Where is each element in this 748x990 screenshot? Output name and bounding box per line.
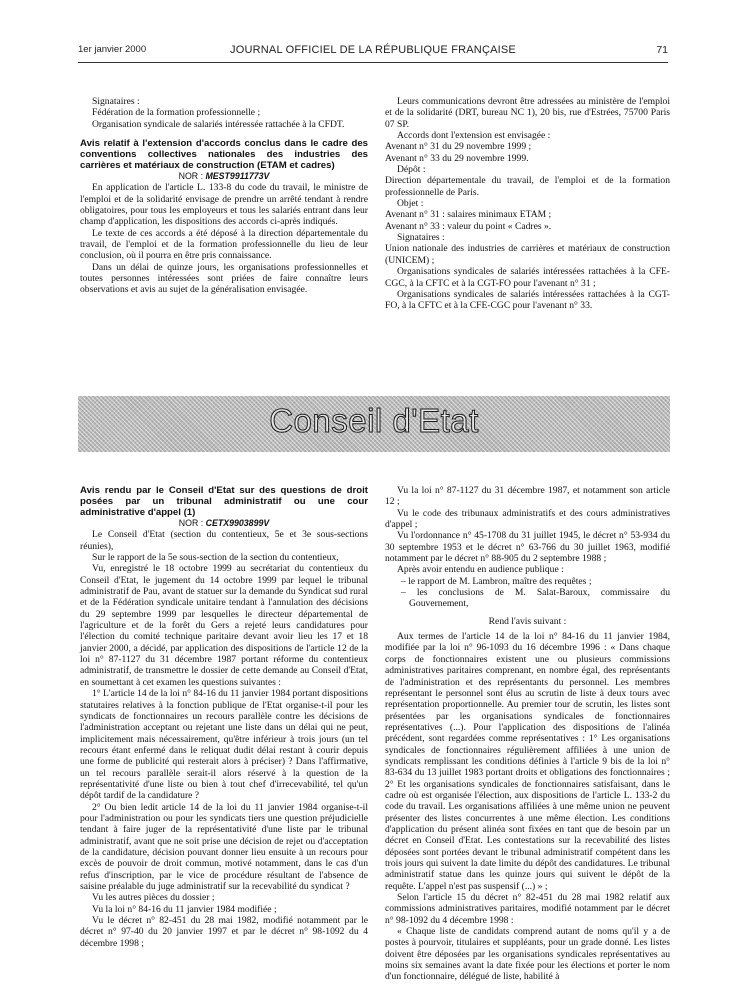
nor-reference [80, 518, 368, 529]
depot-label: Dépôt : [397, 164, 426, 176]
paragraph: Vu la loi n° 84-16 du 11 janvier 1984 modifiée ; [92, 903, 277, 915]
section-banner [78, 396, 670, 452]
nor-reference [80, 171, 368, 182]
signataire-item: Union nationale des industries de carrières et matériaux de construction (UNICEM) ; [385, 243, 670, 266]
paragraph: En application de l'article L. 133-8 du code du travail, le ministre de l'emploi et de la solidarité envisage de prendre un arrêté tendant à rendre obligatoires, pour tous les employeurs et tous les salariés entrant dans leur champ d'application, les dispositions des accords ci-après indiqués. [80, 182, 368, 228]
paragraph: Aux termes de l'article 14 de la loi n° 84-16 du 11 janvier 1984, modifiée par la loi n° 96-1093 du 16 décembre 1996 : « Dans chaque corps de fonctionnaires existent une ou plusieurs commissions administratives paritaires comprenant, en nombre égal, des représentants de l'administration et des représentants du personnel. Les membres représentant le personnel sont élus au scrutin de liste à deux tours avec représentation proportionnelle. Au premier tour de scrutin, les listes sont présentées par les organisations syndicales de fonctionnaires représentatives (...). Pour l'application des dispositions de l'alinéa précédent, sont regardées comme représentatives : 1° Les organisations syndicales de fonctionnaires régulièrement affiliées à une union de syndicats remplissant les conditions définies à l'article 9 bis de la loi n° 83-634 du 13 juillet 1983 portant droits et obligations des fonctionnaires ; 2° Et les organisations syndicales de fonctionnaires satisfaisant, dans le cadre où est organisée l'élection, aux dispositions de l'article L. 133-2 du code du travail. Les organisations affiliées à une même union ne peuvent présenter des listes concurrentes à une même élection. Les conditions d'application du présent alinéa sont fixées en tant que de besoin par un décret en Conseil d'Etat. Les contestations sur la recevabilité des listes déposées sont portées devant le tribunal administratif compétent dans les trois jours qui suivent la date limite du dépôt des candidatures. Le tribunal administratif statue dans les quinze jours qui suivent le dépôt de la requête. L'appel n'est pas suspensif (...) » ; [385, 631, 670, 892]
signataire-item: Organisation syndicale de salariés intéressée rattachée à la CFDT. [92, 118, 345, 130]
objet-item: Avenant n° 31 : salaires minimaux ETAM ; [385, 209, 552, 221]
list-item: – les conclusions de M. Salat-Baroux, commissaire du Gouvernement, [401, 587, 670, 610]
paragraph: Vu les autres pièces du dossier ; [92, 892, 215, 904]
paragraph: Sur le rapport de la 5e sous-section de la section du contentieux, [92, 552, 339, 564]
paragraph: Vu, enregistré le 18 octobre 1999 au secrétariat du contentieux du Conseil d'Etat, le jugement du 14 octobre 1999 par lequel le tribunal administratif de Pau, avant de statuer sur la demande du Syndicat sud rural et de la Fédération syndicale unitaire tendant à l'annulation des décisions du 29 septembre 1999 par lesquelles le directeur départemental de l'agriculture et de la forêt du Gers a rejeté leurs candidatures pour l'élection du comité technique paritaire devant avoir lieu les 17 et 18 janvier 2000, a décidé, par application des dispositions de l'article 12 de la loi n° 87-1127 du 31 décembre 1987 portant réforme du contentieux administratif, de transmettre le dossier de cette demande au Conseil d'Etat, en soumettant à cet examen les questions suivantes : [80, 563, 368, 688]
avis-title: Avis rendu par le Conseil d'Etat sur des questions de droit posées par un tribunal administratif ou une cour administrative d'appel (1) [80, 485, 368, 518]
paragraph: Vu la loi n° 87-1127 du 31 décembre 1987, et notamment son article 12 ; [385, 485, 670, 508]
signataires-label: Signataires : [397, 232, 445, 244]
rend-avis-heading: Rend l'avis suivant : [488, 615, 567, 627]
paragraph: Le Conseil d'Etat (section du contentieux, 5e et 3e sous-sections réunies), [80, 529, 368, 552]
nor-code: MEST9911773V [205, 171, 270, 182]
avenant-item: Avenant n° 33 du 29 novembre 1999. [385, 152, 529, 164]
avis-title: Avis relatif à l'extension d'accords conclus dans le cadre des conventions collectives nationales des industries des carrières et matériaux de construction (ETAM et cadres) [80, 138, 368, 172]
signataires-label: Signataires : [92, 96, 140, 107]
top-left-column [80, 96, 368, 296]
nor-code: CETX9903899V [205, 518, 270, 528]
top-right-column [385, 96, 670, 312]
paragraph: « Chaque liste de candidats comprend autant de noms qu'il y a de postes à pourvoir, titulaires et suppléants, pour un grade donné. Les listes doivent être déposées par les organisations syndicales représentatives au moins six semaines avant la date fixée pour les élections et porter le nom d'un fonctionnaire, délégué de liste, habilité à [385, 926, 670, 983]
depot-text: Direction départementale du travail, de l'emploi et de la formation professionnelle de Paris. [385, 175, 670, 198]
paragraph: Dans un délai de quinze jours, les organisations professionnelles et toutes personnes intéressées sont priées de faire connaître leurs observations et avis au sujet de la généralisation envisagée. [80, 261, 368, 296]
objet-item: Avenant n° 33 : valeur du point « Cadres ». [385, 220, 552, 232]
bottom-right-column [385, 485, 670, 983]
paragraph: Le texte de ces accords a été déposé à la direction départementale du travail, de l'emploi et de la formation professionnelle du lieu de leur conclusion, où il pourra en être pris connaissance. [80, 227, 368, 262]
objet-label: Objet : [397, 198, 424, 210]
journal-title: JOURNAL OFFICIEL DE LA RÉPUBLIQUE FRANÇAISE [230, 44, 516, 56]
paragraph: Après avoir entendu en audience publique : [397, 564, 564, 576]
paragraph: 2° Ou bien ledit article 14 de la loi du 11 janvier 1984 organise-t-il pour l'administration ou pour les syndicats tiers une question préjudicielle tendant à faire juger de la représentativité d'une liste par le tribunal administratif, avant que ne soit prise une décision de rejet ou d'acceptation de la candidature, décision pouvant donner lieu ensuite à un recours pour excès de pouvoir de droit commun, motivé notamment, dans le cas d'un refus d'inscription, par le vice de procédure résultant de l'absence de saisine préalable du juge administratif sur la recevabilité du syndicat ? [80, 801, 368, 892]
bottom-left-column [80, 485, 368, 949]
paragraph: Vu le code des tribunaux administratifs et des cours administratives d'appel ; [385, 507, 670, 531]
nor-label: NOR : [178, 518, 204, 528]
signataire-item: Organisations syndicales de salariés intéressées rattachées à la CFE-CGC, à la CFTC et à la CGT-FO pour l'avenant n° 31 ; [385, 266, 670, 289]
page-number: 71 [656, 44, 668, 56]
paragraph: Leurs communications devront être adressées au ministère de l'emploi et de la solidarité (DRT, bureau NC 1), 20 bis, rue d'Estrées, 75700 Paris 07 SP. [385, 96, 670, 130]
page-header [78, 44, 668, 58]
paragraph: Selon l'article 15 du décret n° 82-451 du 28 mai 1982 relatif aux commissions administratives paritaires, modifié notamment par le décret n° 98-1092 du 4 décembre 1998 : [385, 892, 670, 926]
paragraph: Vu le décret n° 82-451 du 28 mai 1982, modifié notamment par le décret n° 97-40 du 20 janvier 1997 et par le décret n° 98-1092 du 4 décembre 1998 ; [80, 915, 368, 949]
accords-label: Accords dont l'extension est envisagée : [397, 130, 551, 142]
list-item: – le rapport de M. Lambron, maître des requêtes ; [401, 575, 592, 587]
nor-label: NOR : [178, 171, 204, 182]
paragraph: Vu l'ordonnance n° 45-1708 du 31 juillet 1945, le décret n° 53-934 du 30 septembre 1953 et le décret n° 63-766 du 30 juillet 1963, modifié notamment par le décret n° 88-905 du 2 septembre 1988 ; [385, 530, 670, 565]
avenant-item: Avenant n° 31 du 29 novembre 1999 ; [385, 141, 532, 153]
header-date: 1er janvier 2000 [78, 44, 147, 55]
signataire-item: Fédération de la formation professionnelle ; [92, 107, 261, 119]
banner-title: Conseil d'Etat [269, 402, 479, 439]
header-rule [78, 62, 668, 63]
paragraph: 1° L'article 14 de la loi n° 84-16 du 11 janvier 1984 portant dispositions statutaires relatives à la fonction publique de l'Etat organise-t-il pour les syndicats de fonctionnaires un recours parallèle contre les décisions de l'administration acceptant ou rejetant une liste dans un délai qui ne peut, implicitement mais nécessairement, qu'être inférieur à trois jours (un tel recours étant enfermé dans le reliquat dudit délai restant à courir depuis une forme de publicité qui resterait alors à préciser) ? Dans l'affirmative, un tel recours parallèle serait-il alors réservé à la question de la représentativité d'une liste ou bien à tout chef d'irrecevabilité, tel qu'un dépôt tardif de la candidature ? [80, 688, 368, 802]
signataire-item: Organisations syndicales de salariés intéressées rattachées à la CGT-FO, à la CFTC et à la CFE-CGC pour l'avenant n° 33. [385, 288, 670, 312]
